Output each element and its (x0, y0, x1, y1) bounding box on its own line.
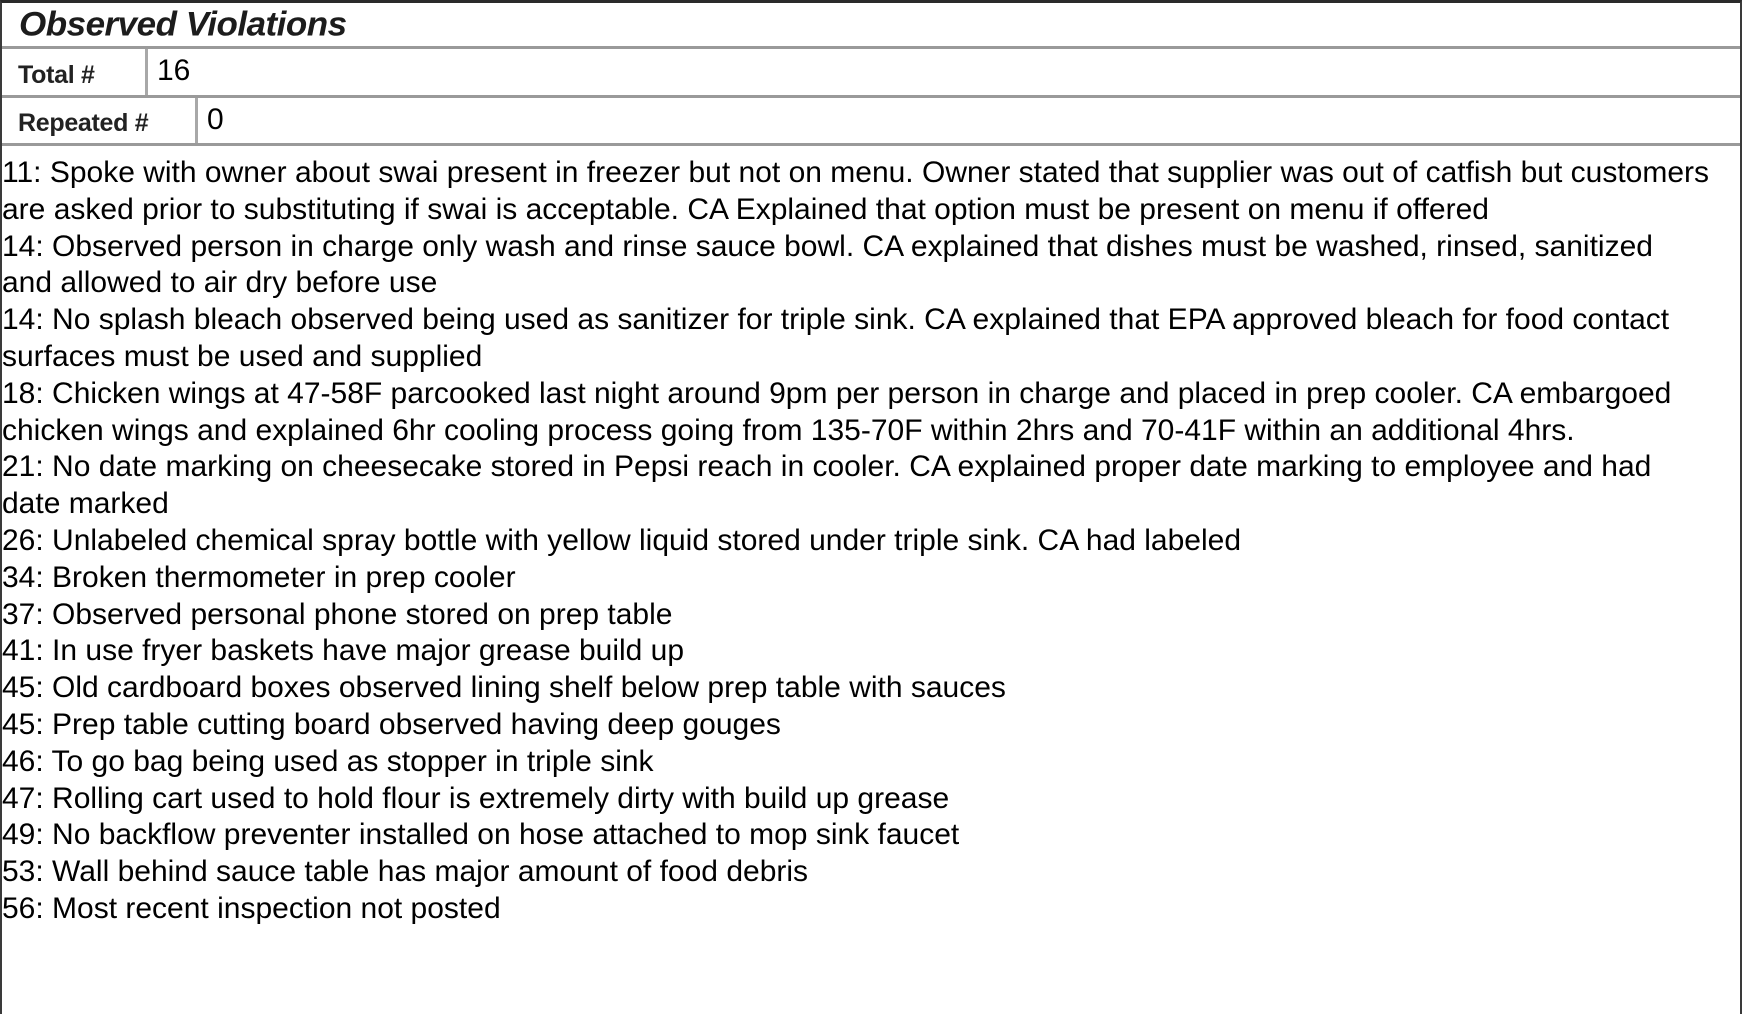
violation-item: 45: Old cardboard boxes observed lining shelf below prep table with sauces (2, 671, 1006, 705)
violation-item: 26: Unlabeled chemical spray bottle with yellow liquid stored under triple sink. CA had labeled (2, 523, 1242, 557)
violation-item: 11: Spoke with owner about swai present in freezer but not on menu. Owner stated that supplier was out of catfish but customers are asked prior to substituting if swai is acceptable. CA Explained that option must be present on menu if offered (2, 156, 1710, 226)
violation-item: 47: Rolling cart used to hold flour is extremely dirty with build up grease (2, 781, 950, 815)
violation-item: 14: Observed person in charge only wash and rinse sauce bowl. CA explained that dishes must be washed, rinsed, sanitized and allowed to air dry before use (2, 229, 1653, 300)
violation-item: 34: Broken thermometer in prep cooler (2, 560, 516, 594)
violation-notes (2, 146, 1740, 928)
violation-item: 21: No date marking on cheesecake stored in Pepsi reach in cooler. CA explained proper date marking to employee and had date marked (2, 450, 1652, 521)
total-label: Total # (2, 49, 148, 95)
violation-item: 18: Chicken wings at 47-58F parcooked last night around 9pm per person in charge and placed in prep cooler. CA embargoed chicken wings and explained 6hr cooling process going from 135-70F within 2hrs and 70-41F within an additional 4hrs. (2, 376, 1672, 447)
violation-item: 46: To go bag being used as stopper in triple sink (2, 744, 654, 778)
violation-item: 14: No splash bleach observed being used as sanitizer for triple sink. CA explained that EPA approved bleach for food contact surfaces must be used and supplied (2, 303, 1670, 373)
violation-item: 41: In use fryer baskets have major grease build up (2, 634, 685, 668)
section-header (2, 3, 1740, 49)
violation-item: 37: Observed personal phone stored on prep table (2, 597, 673, 631)
violation-item: 49: No backflow preventer installed on hose attached to mop sink faucet (2, 818, 960, 852)
violation-item: 45: Prep table cutting board observed having deep gouges (2, 707, 781, 741)
total-value: 16 (157, 54, 191, 87)
repeated-row (2, 98, 1740, 146)
violation-item: 53: Wall behind sauce table has major amount of food debris (2, 855, 809, 889)
repeated-label: Repeated # (2, 98, 198, 143)
violation-item: 56: Most recent inspection not posted (2, 891, 501, 925)
total-row (2, 49, 1740, 98)
repeated-value: 0 (207, 103, 224, 136)
section-title: Observed Violations (19, 5, 347, 43)
